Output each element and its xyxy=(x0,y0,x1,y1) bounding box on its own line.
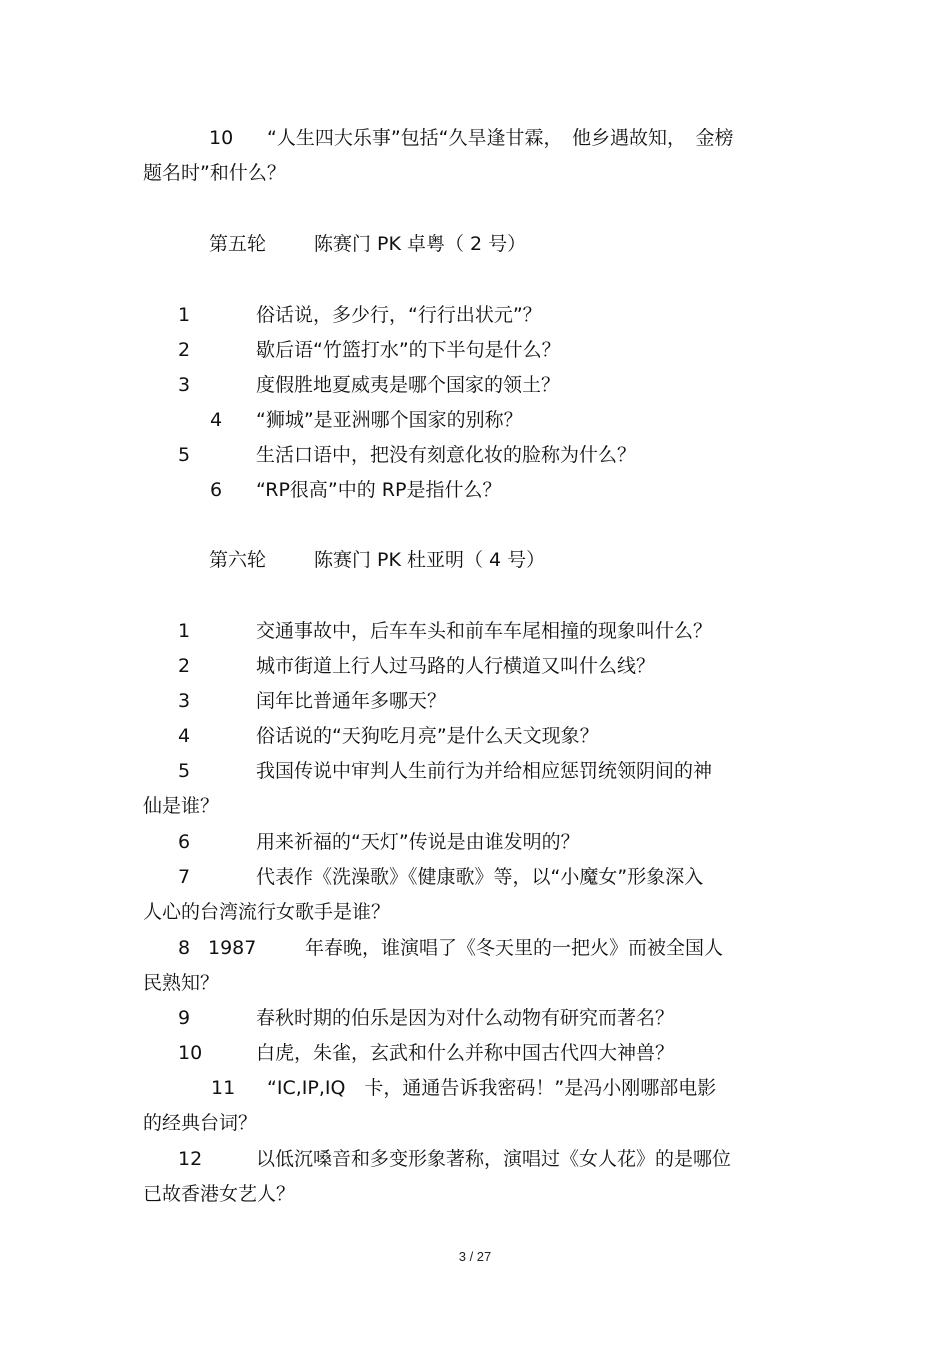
question-number: 12 xyxy=(178,1148,203,1170)
question-text-continued: 仙是谁？ xyxy=(143,795,220,817)
question-number: 5 xyxy=(178,444,191,466)
round-title: 第五轮 xyxy=(209,233,267,255)
question-text: 年春晚，谁演唱了《冬天里的一把火》而被全国人 xyxy=(305,937,724,959)
page-indicator: 3 / 27 xyxy=(458,1249,492,1264)
round-matchup: 陈赛门 PK 卓粤（ 2 号） xyxy=(314,233,527,255)
round-title: 第六轮 xyxy=(209,549,267,571)
round-matchup: 陈赛门 PK 杜亚明（ 4 号） xyxy=(314,549,546,571)
question-number: 6 xyxy=(178,831,191,853)
question-text: 俗话说的“天狗吃月亮”是什么天文现象？ xyxy=(256,725,599,747)
question-number: 2 xyxy=(178,655,191,677)
question-number: 11 xyxy=(211,1077,236,1099)
question-text: 白虎，朱雀，玄武和什么并称中国古代四大神兽？ xyxy=(256,1042,675,1064)
question-text: “人生四大乐事”包括“久旱逢甘霖， 他乡遇故知， 金榜 xyxy=(267,127,734,149)
question-text: 度假胜地夏威夷是哪个国家的领土？ xyxy=(256,374,561,396)
question-text: 用来祈福的“天灯”传说是由谁发明的？ xyxy=(256,831,580,853)
question-number: 9 xyxy=(178,1007,191,1029)
question-text-continued: 人心的台湾流行女歌手是谁？ xyxy=(143,901,391,923)
question-text: 以低沉嗓音和多变形象著称，演唱过《女人花》的是哪位 xyxy=(256,1148,732,1170)
question-text: 俗话说，多少行，“行行出状元”？ xyxy=(256,304,542,326)
question-year: 1987 xyxy=(208,937,257,959)
question-text-continued: 的经典台词？ xyxy=(143,1112,258,1134)
question-number: 4 xyxy=(178,725,191,747)
question-text: “狮城”是亚洲哪个国家的别称？ xyxy=(256,409,523,431)
question-number: 4 xyxy=(210,409,223,431)
question-number: 3 xyxy=(178,374,191,396)
question-number: 2 xyxy=(178,339,191,361)
question-text-continued: 已故香港女艺人？ xyxy=(143,1183,296,1205)
question-number: 3 xyxy=(178,690,191,712)
question-text: 我国传说中审判人生前行为并给相应惩罚统领阴间的神 xyxy=(256,760,713,782)
question-number: 7 xyxy=(178,866,191,888)
question-number: 6 xyxy=(210,479,223,501)
question-number: 1 xyxy=(178,304,191,326)
question-text: “IC,IP,IQ 卡，通通告诉我密码！”是冯小刚哪部电影 xyxy=(267,1077,717,1099)
question-text: 城市街道上行人过马路的人行横道又叫什么线？ xyxy=(256,655,656,677)
question-number: 10 xyxy=(178,1042,203,1064)
question-number: 8 xyxy=(178,937,191,959)
question-text: “RP很高”中的 RP是指什么？ xyxy=(256,479,502,501)
question-text: 代表作《洗澡歌》《健康歌》等，以“小魔女”形象深入 xyxy=(256,866,704,888)
question-number: 1 xyxy=(178,620,191,642)
question-text: 歇后语“竹篮打水”的下半句是什么？ xyxy=(256,339,561,361)
question-number: 10 xyxy=(209,127,234,149)
question-text: 春秋时期的伯乐是因为对什么动物有研究而著名？ xyxy=(256,1007,675,1029)
question-text-continued: 民熟知？ xyxy=(143,972,220,994)
question-text-continued: 题名时”和什么？ xyxy=(143,162,286,184)
question-text: 生活口语中，把没有刻意化妆的脸称为什么？ xyxy=(256,444,637,466)
question-number: 5 xyxy=(178,760,191,782)
question-text: 交通事故中，后车车头和前车车尾相撞的现象叫什么？ xyxy=(256,620,713,642)
question-text: 闰年比普通年多哪天？ xyxy=(256,690,447,712)
